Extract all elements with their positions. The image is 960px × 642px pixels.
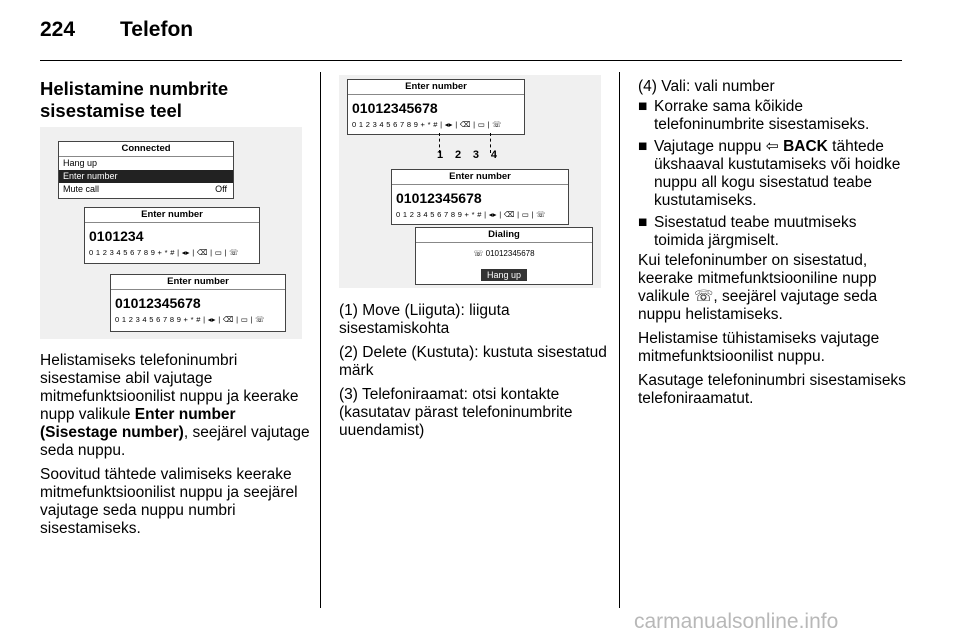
- enter-number-title: Enter number: [348, 80, 524, 95]
- bullet-text: Korrake sama kõikide telefoninumbrite sisestamiseks.: [654, 98, 870, 133]
- menu-item-enter-number: Enter number: [59, 170, 233, 183]
- enter-number-title: Enter number: [85, 208, 259, 223]
- text-run: Kui telefoninumber on sisestatud, keerake mitmefunktsiooniline nupp valikule: [638, 252, 877, 305]
- callout-2: 2: [454, 149, 462, 161]
- legend-item-4: (4) Vali: vali number: [638, 78, 775, 95]
- column-divider-2: [619, 72, 620, 608]
- page-number: 224: [40, 18, 76, 41]
- paragraph-cancel: Helistamise tühistamiseks vajutage mitmefunktsioonilist nuppu.: [638, 330, 880, 365]
- bullet-square-icon: ■: [638, 138, 648, 155]
- digit-row: 0 1 2 3 4 5 6 7 8 9 + * # | ◂▸ | ⌫ | ▭ | ☏: [396, 210, 546, 219]
- bullet-square-icon: ■: [638, 214, 648, 231]
- dialing-number: ☏ 01012345678: [473, 249, 535, 258]
- digit-row: 0 1 2 3 4 5 6 7 8 9 + * # | ◂▸ | ⌫ | ▭ | ☏: [352, 120, 502, 129]
- bullet-text: Sisestatud teabe muutmiseks toimida järgmiselt.: [654, 214, 857, 249]
- paragraph-phonebook: Kasutage telefoninumbri sisestamiseks telefoniraamatut.: [638, 372, 906, 407]
- entered-number: 01012345678: [396, 190, 482, 206]
- text-run: Helistamiseks telefoninumbri sisestamise abil vajutage mitmefunktsioonilist nuppu ja keerake nupp valikule: [40, 352, 299, 423]
- back-arrow-icon: ⇦: [765, 138, 779, 155]
- entered-number: 0101234: [89, 228, 144, 244]
- mute-call-label: Mute call: [63, 184, 100, 194]
- callout-1: 1: [437, 149, 444, 161]
- digit-row: 0 1 2 3 4 5 6 7 8 9 + * # | ◂▸ | ⌫ | ▭ | ☏: [89, 248, 239, 257]
- dialing-screen: [415, 227, 593, 285]
- figure-dialing: [339, 75, 601, 288]
- header-rule: [40, 60, 902, 61]
- bullet-1: [638, 98, 908, 134]
- callout-numbers: [437, 149, 497, 161]
- hang-up-button: Hang up: [481, 269, 527, 281]
- callout-3: 3: [472, 149, 480, 161]
- paragraph-dial: [638, 252, 908, 324]
- figure-enter-number: [40, 127, 302, 339]
- bold-term: Enter number (Sisestage number): [40, 406, 236, 441]
- text-run: , seejärel vajutage seda nuppu helistamiseks.: [638, 288, 878, 323]
- menu-item-hang-up: Hang up: [63, 158, 98, 168]
- text-run: , seejärel vajutage seda nuppu.: [40, 424, 310, 459]
- entered-number: 01012345678: [115, 295, 201, 311]
- column-3-text: [638, 78, 908, 414]
- section-heading: Helistamine numbrite sisestamise teel: [40, 78, 229, 121]
- column-1-text: [40, 352, 310, 544]
- bullet-text: Vajutage nuppu: [654, 138, 766, 155]
- bullet-text: tähtede ükshaaval kustutamiseks või hoidke nuppu all kogu sisestatud teabe kustutamiseks.: [654, 138, 901, 209]
- page-header: [40, 18, 193, 42]
- paragraph-1: [40, 352, 310, 460]
- column-2-text: [339, 302, 609, 446]
- enter-number-title: Enter number: [111, 275, 285, 290]
- enter-number-screen-2: [110, 274, 286, 332]
- connected-title: Connected: [59, 142, 233, 157]
- paragraph-2: Soovitud tähtede valimiseks keerake mitmefunktsioonilist nuppu ja seejärel vajutage seda nuppu numbri sisestamiseks.: [40, 466, 298, 537]
- bullet-2: [638, 138, 908, 210]
- watermark: carmanualsonline.info: [634, 610, 839, 633]
- enter-number-screen-1: [84, 207, 260, 264]
- menu-item-mute-call: [59, 183, 233, 196]
- bullet-3: [638, 214, 908, 250]
- off-label: Off: [215, 184, 227, 194]
- legend-item-2: (2) Delete (Kustuta): kustuta sisestatud märk: [339, 344, 607, 379]
- bold-term: BACK: [783, 138, 828, 155]
- bullet-square-icon: ■: [638, 98, 648, 115]
- enter-number-title: Enter number: [392, 170, 568, 185]
- dialing-title: Dialing: [416, 228, 592, 243]
- digit-row: 0 1 2 3 4 5 6 7 8 9 + * # | ◂▸ | ⌫ | ▭ | ☏: [115, 315, 265, 324]
- entered-number: 01012345678: [352, 100, 438, 116]
- phone-icon: ☏: [694, 288, 714, 305]
- connected-screen: [58, 141, 234, 199]
- page-title: Telefon: [120, 18, 194, 41]
- column-divider-1: [320, 72, 321, 608]
- callout-4: 4: [490, 149, 497, 161]
- enter-number-screen-4: [391, 169, 569, 225]
- legend-item-3: (3) Telefoniraamat: otsi kontakte (kasutatav pärast telefoninumbrite uuendamist): [339, 386, 573, 439]
- enter-number-screen-3: [347, 79, 525, 135]
- legend-item-1: (1) Move (Liiguta): liiguta sisestamiskohta: [339, 302, 510, 337]
